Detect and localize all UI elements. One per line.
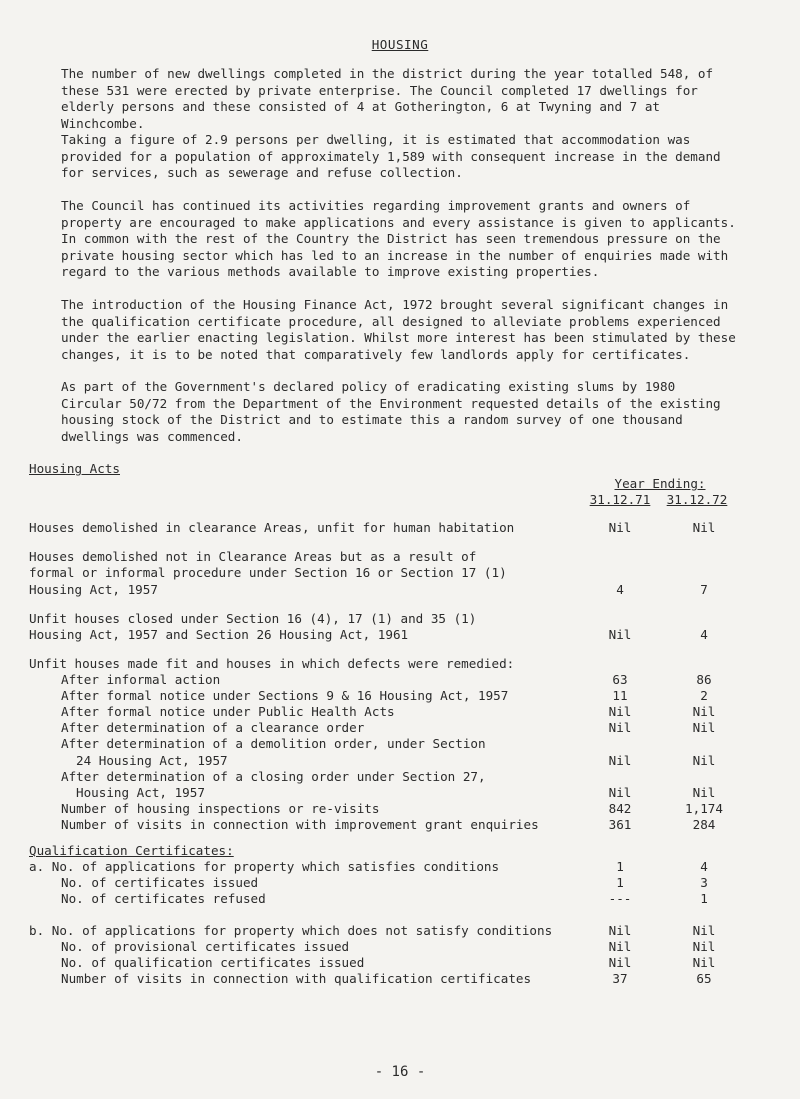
table-row — [0, 549, 800, 566]
table-row — [0, 785, 800, 802]
value-1971: --- — [608, 891, 632, 906]
value-1971: 1 — [616, 875, 624, 890]
value-1971: Nil — [608, 955, 632, 970]
table-row — [0, 736, 800, 753]
row-label: No. of provisional certificates issued — [61, 939, 350, 954]
year-ending-label: Year Ending: — [614, 476, 706, 491]
table-row — [0, 923, 800, 940]
row-label: a. No. of applications for property which satisfies conditions — [29, 859, 500, 874]
row-label: Unfit houses closed under Section 16 (4), 17 (1) and 35 (1) — [29, 611, 477, 626]
table-row — [0, 520, 800, 537]
table-row — [0, 859, 800, 876]
row-label: After formal notice under Public Health Acts — [61, 704, 395, 719]
row-label: After determination of a demolition order, under Section — [61, 736, 486, 751]
row-label: Houses demolished in clearance Areas, unfit for human habitation — [29, 520, 515, 535]
table-row — [0, 753, 800, 770]
page-number: - 16 - — [374, 1064, 426, 1080]
year-column-1971: 31.12.71 — [589, 492, 651, 507]
value-1971: Nil — [608, 939, 632, 954]
row-label: Housing Act, 1957 — [76, 785, 205, 800]
row-label: formal or informal procedure under Section 16 or Section 17 (1) — [29, 565, 507, 580]
value-1971: 11 — [612, 688, 628, 703]
row-label: Number of housing inspections or re-visits — [61, 801, 380, 816]
table-row — [0, 875, 800, 892]
row-label: Housing Act, 1957 — [29, 582, 158, 597]
row-label: Number of visits in connection with qualification certificates — [61, 971, 532, 986]
value-1972: 4 — [700, 627, 708, 642]
paragraph-housing-finance-act: The introduction of the Housing Finance Act, 1972 brought several significant changes in the qualification certificate procedure, all designed to alleviate problems experienced under the earlier enacting legislation. Whilst more interest has been stimulated by these changes, it is to be noted that comparatively few landlords apply for certificates. — [61, 297, 736, 362]
paragraph-population: Taking a figure of 2.9 persons per dwelling, it is estimated that accommodation was provided for a population of approximately 1,589 with consequent increase in the demand for services, such as sewerage and refuse collection. — [61, 132, 721, 181]
table-row — [0, 627, 800, 644]
table-row — [0, 672, 800, 689]
value-1972: 1,174 — [685, 801, 723, 816]
value-1972: 3 — [700, 875, 708, 890]
row-label: After formal notice under Sections 9 & 16 Housing Act, 1957 — [61, 688, 509, 703]
value-1972: 86 — [696, 672, 712, 687]
table-row — [0, 939, 800, 956]
table-row — [0, 611, 800, 628]
housing-acts-heading: Housing Acts — [29, 461, 120, 476]
value-1972: 65 — [696, 971, 712, 986]
row-label: b. No. of applications for property which does not satisfy conditions — [29, 923, 553, 938]
value-1972: Nil — [692, 720, 716, 735]
value-1972: Nil — [692, 785, 716, 800]
value-1971: 63 — [612, 672, 628, 687]
value-1971: 361 — [608, 817, 632, 832]
row-label: No. of certificates issued — [61, 875, 259, 890]
value-1971: Nil — [608, 520, 632, 535]
paragraph-new-dwellings: The number of new dwellings completed in the district during the year totalled 548, of these 531 were erected by private enterprise. The Council completed 17 dwellings for elderly persons and these consisted of 4 at Gotherington, 6 at Twyning and 7 at Winchcombe. — [61, 66, 714, 131]
page-title: HOUSING — [371, 37, 429, 52]
row-label: After determination of a clearance order — [61, 720, 365, 735]
value-1971: Nil — [608, 704, 632, 719]
paragraph-slums-survey: As part of the Government's declared policy of eradicating existing slums by 1980 Circular 50/72 from the Department of the Environment requested details of the existing housing stock of the District and to estimate this a random survey of one thousand dwellings was commenced. — [61, 379, 721, 444]
row-label: No. of certificates refused — [61, 891, 266, 906]
value-1971: Nil — [608, 785, 632, 800]
table-row — [0, 688, 800, 705]
value-1971: Nil — [608, 627, 632, 642]
value-1972: 4 — [700, 859, 708, 874]
value-1971: Nil — [608, 753, 632, 768]
row-label: No. of qualification certificates issued — [61, 955, 365, 970]
row-label: Unfit houses made fit and houses in which defects were remedied: — [29, 656, 515, 671]
value-1972: Nil — [692, 939, 716, 954]
value-1972: Nil — [692, 753, 716, 768]
qualification-heading: Qualification Certificates: — [29, 843, 234, 858]
table-row — [0, 769, 800, 786]
table-row — [0, 704, 800, 721]
value-1972: 284 — [692, 817, 716, 832]
row-label: Houses demolished not in Clearance Areas but as a result of — [29, 549, 477, 564]
table-row — [0, 971, 800, 988]
value-1971: 4 — [616, 582, 624, 597]
value-1972: 7 — [700, 582, 708, 597]
value-1972: Nil — [692, 923, 716, 938]
table-row — [0, 720, 800, 737]
row-label: Number of visits in connection with improvement grant enquiries — [61, 817, 539, 832]
value-1972: 2 — [700, 688, 708, 703]
table-row — [0, 955, 800, 972]
table-row — [0, 817, 800, 834]
value-1972: Nil — [692, 520, 716, 535]
value-1971: 1 — [616, 859, 624, 874]
table-row — [0, 582, 800, 599]
row-label: Housing Act, 1957 and Section 26 Housing Act, 1961 — [29, 627, 409, 642]
value-1972: Nil — [692, 955, 716, 970]
row-label: 24 Housing Act, 1957 — [76, 753, 228, 768]
value-1971: 842 — [608, 801, 632, 816]
row-label: After informal action — [61, 672, 221, 687]
year-column-1972: 31.12.72 — [666, 492, 728, 507]
value-1972: 1 — [700, 891, 708, 906]
value-1971: Nil — [608, 720, 632, 735]
table-row — [0, 565, 800, 582]
paragraph-improvement-grants: The Council has continued its activities regarding improvement grants and owners of property are encouraged to make applications and every assistance is given to applicants. In common with the rest of the Country the District has seen tremendous pressure on the private housing sector which has led to an increase in the number of enquiries made with regard to the various methods available to improve existing properties. — [61, 198, 736, 280]
table-row — [0, 891, 800, 908]
value-1971: Nil — [608, 923, 632, 938]
row-label: After determination of a closing order under Section 27, — [61, 769, 486, 784]
value-1971: 37 — [612, 971, 628, 986]
table-row — [0, 801, 800, 818]
table-row — [0, 656, 800, 673]
value-1972: Nil — [692, 704, 716, 719]
